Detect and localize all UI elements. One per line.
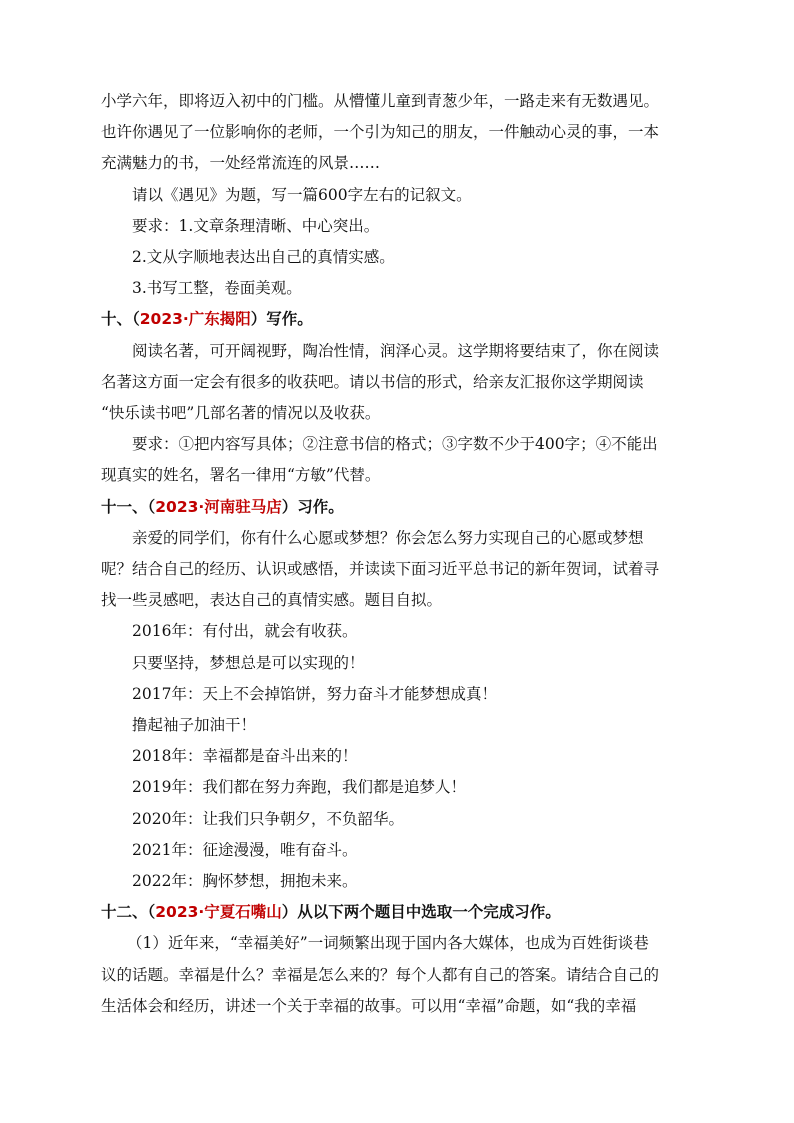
requirement-line: 要求：①把内容写具体；②注意书信的格式；③字数不少于400字；④不能出 bbox=[132, 435, 658, 454]
question-number: 十一、（ bbox=[101, 497, 156, 516]
quote-line: 只要坚持，梦想总是可以实现的！ bbox=[132, 653, 365, 672]
requirement-line: 3.书写工整，卷面美观。 bbox=[132, 279, 302, 298]
question-number: 十、（ bbox=[101, 310, 140, 329]
paragraph-line: 名著这方面一定会有很多的收获吧。请以书信的形式，给亲友汇报你这学期阅读 bbox=[101, 372, 644, 391]
paragraph-line: “快乐读书吧”几部名著的情况以及收获。 bbox=[101, 404, 381, 423]
quote-line: 2019年：我们都在努力奔跑，我们都是追梦人！ bbox=[132, 778, 466, 797]
paragraph-line: 也许你遇见了一位影响你的老师，一个引为知己的朋友，一件触动心灵的事，一本 bbox=[101, 123, 660, 142]
requirement-line: 现真实的姓名，署名一律用“方敏”代替。 bbox=[101, 466, 381, 485]
document-body bbox=[101, 86, 693, 1022]
question-heading-11 bbox=[101, 492, 693, 523]
question-source: 2023·河南驻马店 bbox=[155, 497, 282, 516]
question-heading-10 bbox=[101, 304, 693, 335]
question-heading-12 bbox=[101, 897, 693, 928]
quote-line: 2021年：征途漫漫，唯有奋斗。 bbox=[132, 840, 358, 859]
quote-line: 撸起袖子加油干！ bbox=[132, 716, 257, 735]
paragraph-line: （1）近年来，“幸福美好”一词频繁出现于国内各大媒体，也成为百姓街谈巷 bbox=[127, 934, 649, 953]
quote-line: 2017年：天上不会掉馅饼，努力奋斗才能梦想成真！ bbox=[132, 684, 497, 703]
paragraph-line: 议的话题。幸福是什么？幸福是怎么来的？每个人都有自己的答案。请结合自己的 bbox=[101, 965, 660, 984]
paragraph-line: 小学六年，即将迈入初中的门槛。从懵懂儿童到青葱少年，一路走来有无数遇见。 bbox=[101, 92, 660, 110]
paragraph-line: 阅读名著，可开阔视野，陶冶性情，润泽心灵。这学期将要结束了，你在阅读 bbox=[132, 341, 660, 360]
question-source: 2023·广东揭阳 bbox=[139, 310, 251, 329]
quote-line: 2022年：胸怀梦想，拥抱未来。 bbox=[132, 872, 358, 891]
quote-line: 2020年：让我们只争朝夕，不负韶华。 bbox=[132, 809, 404, 828]
paragraph-line: 充满魅力的书，一处经常流连的风景…… bbox=[101, 154, 381, 173]
requirement-line: 2.文从字顺地表达出自己的真情实感。 bbox=[132, 248, 395, 267]
paragraph-line: 呢？结合自己的经历、认识或感悟，并读读下面习近平总书记的新年贺词，试着寻 bbox=[101, 560, 660, 579]
question-title: ）习作。 bbox=[281, 497, 344, 516]
quote-line: 2018年：幸福都是奋斗出来的！ bbox=[132, 747, 358, 766]
question-title: ）写作。 bbox=[250, 310, 313, 329]
writing-prompt: 请以《遇见》为题，写一篇600字左右的记叙文。 bbox=[132, 185, 472, 204]
question-number: 十二、（ bbox=[101, 903, 156, 922]
requirement-line: 要求：1.文章条理清晰、中心突出。 bbox=[132, 216, 380, 235]
question-source: 2023·宁夏石嘴山 bbox=[155, 903, 282, 922]
paragraph-line: 找一些灵感吧，表达自己的真情实感。题目自拟。 bbox=[101, 591, 443, 610]
quote-line: 2016年：有付出，就会有收获。 bbox=[132, 622, 358, 641]
question-title: ）从以下两个题目中选取一个完成习作。 bbox=[281, 903, 561, 922]
paragraph-line: 亲爱的同学们，你有什么心愿或梦想？你会怎么努力实现自己的心愿或梦想 bbox=[132, 528, 644, 547]
paragraph-line: 生活体会和经历，讲述一个关于幸福的故事。可以用“幸福”命题，如“我的幸福 bbox=[101, 996, 637, 1015]
